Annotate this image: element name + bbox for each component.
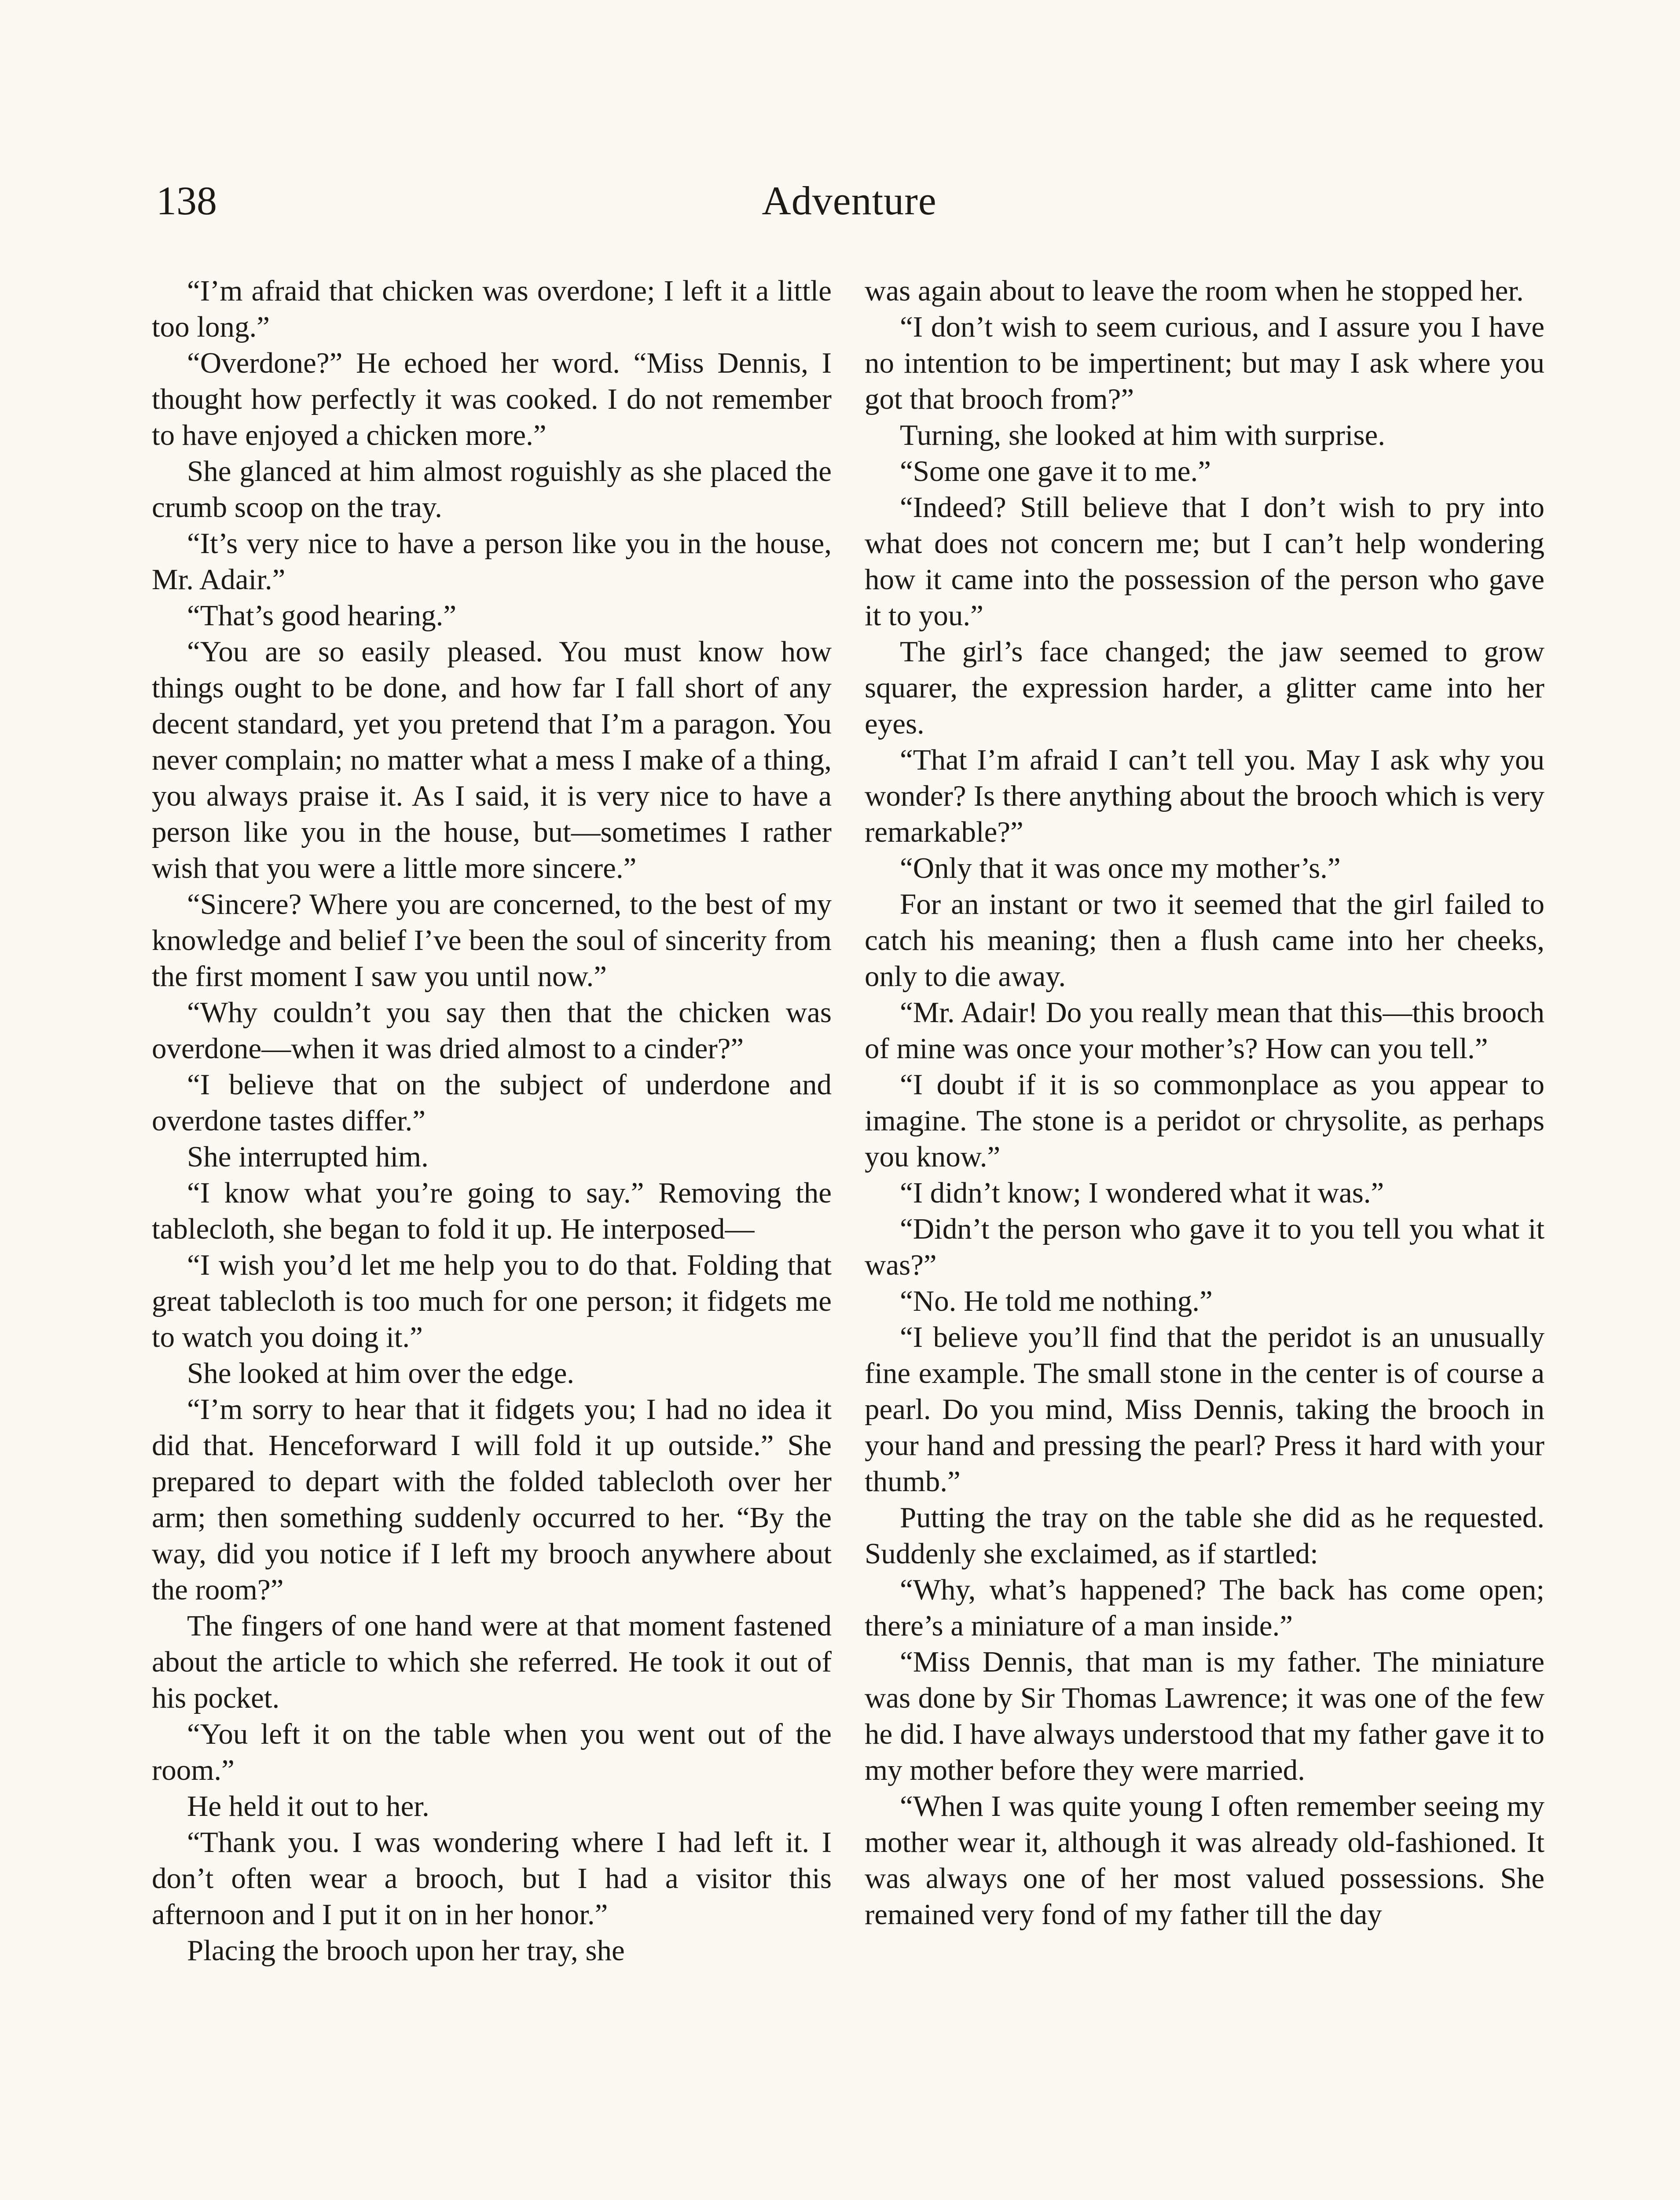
paragraph: “Why, what’s happened? The back has come open; there’s a miniature of a man inside.”	[865, 1573, 1544, 1642]
paragraph: “I believe that on the subject of underdone and overdone tastes differ.”	[152, 1068, 832, 1137]
paragraph: “Why couldn’t you say then that the chicken was overdone—when it was dried almost to a cinder?”	[152, 996, 832, 1065]
paragraph: Placing the brooch upon her tray, she	[187, 1934, 625, 1967]
paragraph: “Sincere? Where you are concerned, to the best of my knowledge and belief I’ve been the soul of sincerity from the first moment I saw you until now.”	[152, 888, 832, 993]
paragraph: She looked at him over the edge.	[187, 1357, 575, 1390]
paragraph: “Some one gave it to me.”	[900, 455, 1211, 488]
paragraph: “Indeed? Still believe that I don’t wish to pry into what does not concern me; but I can’t help wondering how it came into the possession of the person who gave it to you.”	[865, 491, 1544, 632]
paragraph: The girl’s face changed; the jaw seemed to grow squarer, the expression harder, a glitter came into her eyes.	[865, 635, 1544, 740]
paragraph: “No. He told me nothing.”	[900, 1285, 1213, 1317]
paragraph: “Thank you. I was wondering where I had left it. I don’t often wear a brooch, but I had a visitor this afternoon and I put it on in her honor.”	[152, 1826, 832, 1931]
paragraph: “I didn’t know; I wondered what it was.”	[900, 1177, 1384, 1209]
paragraph: “Miss Dennis, that man is my father. The miniature was done by Sir Thomas Lawrence; it was one of the few he did. I have always understood that my father gave it to my mother before they were married.	[865, 1646, 1544, 1786]
paragraph: “When I was quite young I often remember seeing my mother wear it, although it was already old-fashioned. It was always one of her most valued possessions. She remained very fond of my father till the day	[865, 1790, 1544, 1931]
paragraph: “I doubt if it is so commonplace as you appear to imagine. The stone is a peridot or chrysolite, as perhaps you know.”	[865, 1068, 1544, 1173]
paragraph: “I’m sorry to hear that it fidgets you; I had no idea it did that. Henceforward I will fold it up outside.” She prepared to depart with the folded tablecloth over her arm; then something suddenly occurred to her. “By the way, did you notice if I left my brooch anywhere about the room?”	[152, 1393, 832, 1606]
paragraph: “I don’t wish to seem curious, and I assure you I have no intention to be impertinent; but may I ask where you got that brooch from?”	[865, 311, 1544, 415]
page-number: 138	[156, 178, 217, 223]
paragraph: She interrupted him.	[187, 1140, 429, 1173]
running-title: Adventure	[762, 178, 937, 223]
paragraph: The fingers of one hand were at that moment fastened about the article to which she referred. He took it out of his pocket.	[152, 1610, 832, 1714]
paragraph: “That’s good hearing.”	[187, 599, 457, 632]
paragraph: “Didn’t the person who gave it to you tell you what it was?”	[865, 1213, 1544, 1281]
paragraph: She glanced at him almost roguishly as she placed the crumb scoop on the tray.	[152, 455, 832, 524]
paragraph: “I believe you’ll find that the peridot is an unusually fine example. The small stone in the center is of course a pearl. Do you mind, Miss Dennis, taking the brooch in your hand and pressing the pearl? Press it hard with your thumb.”	[865, 1321, 1544, 1498]
paragraph: He held it out to her.	[187, 1790, 429, 1822]
paragraph: “That I’m afraid I can’t tell you. May I ask why you wonder? Is there anything about the brooch which is very remarkable?”	[865, 744, 1544, 848]
continued-paragraph: was again about to leave the room when he stopped her.	[865, 275, 1524, 307]
paragraph: “It’s very nice to have a person like you in the house, Mr. Adair.”	[152, 527, 832, 596]
right-text-column	[865, 273, 1544, 1932]
paragraph: “I know what you’re going to say.” Removing the tablecloth, she began to fold it up. He interposed—	[152, 1177, 832, 1245]
paragraph: Putting the tray on the table she did as he requested. Suddenly she exclaimed, as if startled:	[865, 1501, 1544, 1570]
paragraph: For an instant or two it seemed that the girl failed to catch his meaning; then a flush came into her cheeks, only to die away.	[865, 888, 1544, 993]
paragraph: “You are so easily pleased. You must know how things ought to be done, and how far I fall short of any decent standard, yet you pretend that I’m a paragon. You never complain; no matter what a mess I make of a thing, you always praise it. As I said, it is very nice to have a person like you in the house, but—sometimes I rather wish that you were a little more sincere.”	[152, 635, 832, 884]
paragraph: Turning, she looked at him with surprise.	[900, 419, 1385, 451]
paragraph: “Mr. Adair! Do you really mean that this—this brooch of mine was once your mother’s? How can you tell.”	[865, 996, 1544, 1065]
paragraph: “Overdone?” He echoed her word. “Miss Dennis, I thought how perfectly it was cooked. I do not remember to have enjoyed a chicken more.”	[152, 347, 832, 451]
left-text-column	[152, 273, 832, 1969]
paragraph: “I wish you’d let me help you to do that. Folding that great tablecloth is too much for one person; it fidgets me to watch you doing it.”	[152, 1249, 832, 1353]
paragraph: “Only that it was once my mother’s.”	[900, 852, 1341, 884]
paragraph: “I’m afraid that chicken was overdone; I left it a little too long.”	[152, 275, 832, 343]
paragraph: “You left it on the table when you went out of the room.”	[152, 1718, 832, 1786]
